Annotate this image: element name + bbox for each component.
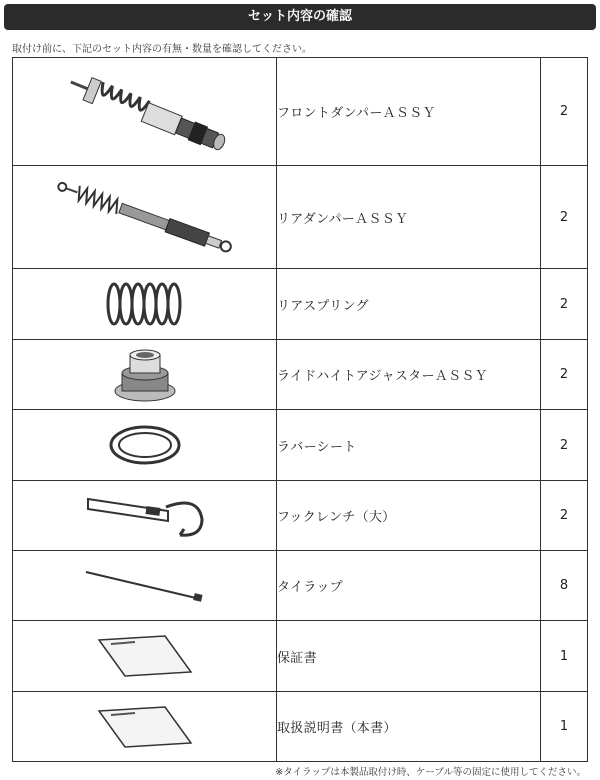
item-qty: 1 — [541, 621, 588, 692]
item-qty: 2 — [541, 58, 588, 166]
rear-damper-icon — [45, 172, 245, 262]
item-qty: 8 — [541, 551, 588, 621]
ride-height-adjuster-icon — [110, 345, 180, 405]
item-qty: 2 — [541, 340, 588, 410]
table-row — [13, 692, 588, 762]
item-name: ライドハイトアジャスターＡＳＳＹ — [277, 340, 541, 410]
item-name: フックレンチ（大） — [277, 481, 541, 551]
table-row — [13, 410, 588, 481]
tie-wrap-icon — [80, 566, 210, 606]
rear-spring-icon — [100, 278, 190, 330]
table-row — [13, 58, 588, 166]
item-qty: 1 — [541, 692, 588, 762]
item-qty: 2 — [541, 410, 588, 481]
intro-text: 取付け前に、下記のセット内容の有無・数量を確認してください。 — [12, 44, 312, 55]
parts-table — [12, 57, 588, 762]
item-name: 保証書 — [277, 621, 541, 692]
warranty-card-icon — [95, 634, 195, 678]
table-row — [13, 551, 588, 621]
item-name: リアダンパーＡＳＳＹ — [277, 166, 541, 269]
item-name: フロントダンパーＡＳＳＹ — [277, 58, 541, 166]
item-name: 取扱説明書（本書） — [277, 692, 541, 762]
table-row — [13, 166, 588, 269]
item-qty: 2 — [541, 269, 588, 340]
item-qty: 2 — [541, 166, 588, 269]
front-damper-icon — [45, 64, 245, 160]
footnote: ※タイラップは本製品取付け時、ケーブル等の固定に使用してください。 — [275, 767, 586, 778]
section-header — [4, 4, 596, 30]
table-row — [13, 481, 588, 551]
table-row — [13, 340, 588, 410]
rubber-seat-icon — [105, 422, 185, 468]
section-title: セット内容の確認 — [247, 9, 352, 24]
item-name: タイラップ — [277, 551, 541, 621]
table-row — [13, 269, 588, 340]
item-qty: 2 — [541, 481, 588, 551]
item-name: ラバーシート — [277, 410, 541, 481]
table-row — [13, 621, 588, 692]
hook-wrench-icon — [80, 491, 210, 541]
item-name: リアスプリング — [277, 269, 541, 340]
instruction-manual-icon — [95, 705, 195, 749]
